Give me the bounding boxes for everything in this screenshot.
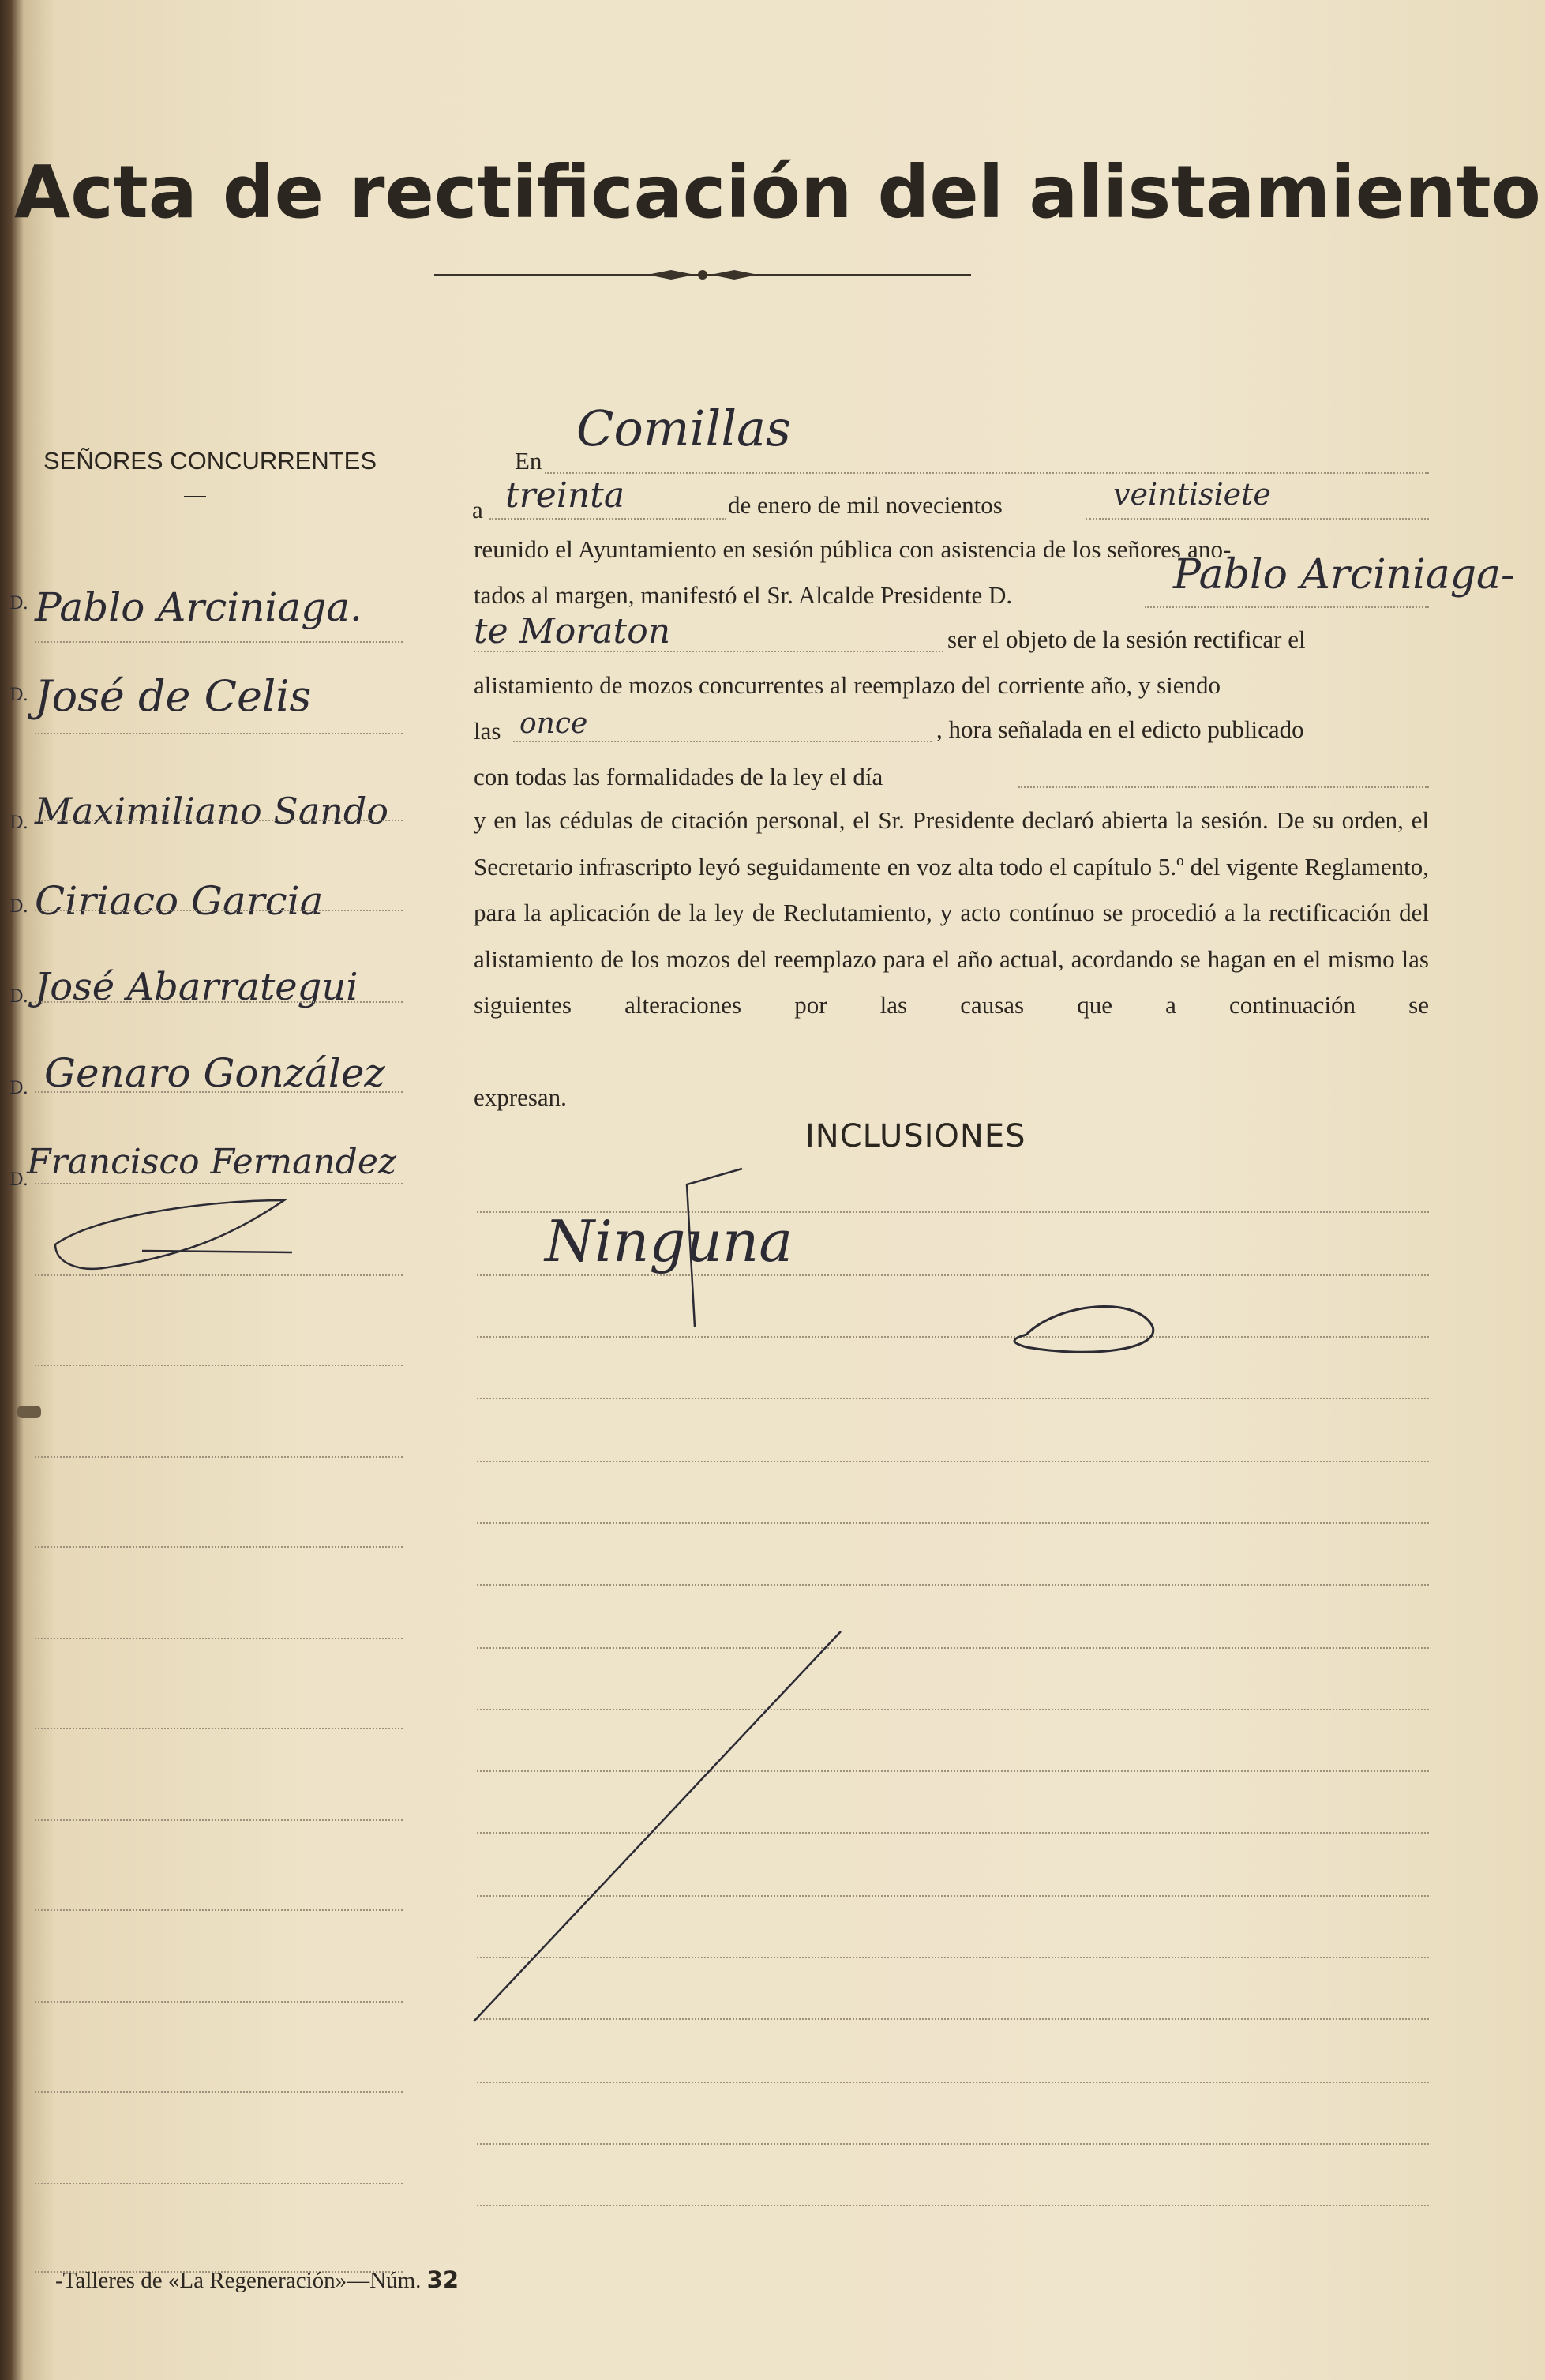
concurrente-4: Ciriaco Garcia xyxy=(35,878,324,924)
prefix-4: D. xyxy=(9,897,28,917)
body-last-line: expresan. xyxy=(474,1083,567,1111)
anio-value: veintisiete xyxy=(1113,477,1271,512)
line-alistamiento: alistamiento de mozos concurrentes al reemplazo del corriente año, y siendo xyxy=(474,671,1221,699)
en-label: En xyxy=(515,447,542,475)
line-hora-senalada: , hora señalada en el edicto publicado xyxy=(936,715,1304,743)
printer-footer xyxy=(55,2266,459,2294)
line-ser-el-objeto: ser el objeto de la sesión rectificar el xyxy=(947,625,1306,653)
concurrente-7: Francisco Fernandez xyxy=(27,1142,397,1182)
prefix-5: D. xyxy=(9,987,28,1007)
ninguna-end-loop xyxy=(1014,1307,1153,1353)
concurrente-5: José Abarrategui xyxy=(35,965,358,1009)
senores-concurrentes-heading: SEÑORES CONCURRENTES xyxy=(43,447,377,475)
footer-number: 32 xyxy=(426,2266,459,2293)
left-cancel-line xyxy=(142,1251,292,1252)
prefix-3: D. xyxy=(9,813,28,833)
concurrente-2: José de Celis xyxy=(35,671,312,721)
inclusiones-entry: Ninguna xyxy=(545,1208,793,1274)
ninguna-flourish xyxy=(687,1169,742,1327)
document-title: Acta de rectificación del alistamiento xyxy=(14,150,1541,235)
body-paragraph: y en las cédulas de citación personal, el Sr. Presidente declaró abierta la sesión. De su orden, el Secretario infrascripto leyó seguidamente en voz alta todo el capítulo 5.º del vigente Reglamento, para la aplicación de la ley de Reclutamiento, y acto contínuo se procedió a la rectificación del alistamiento de los mozos del reemplazo para el año actual, acordando se hagan en el mismo las siguientes alteraciones por las causas que a continuación se xyxy=(474,806,1429,1019)
line-tados: tados al margen, manifestó el Sr. Alcalde Presidente D. xyxy=(474,581,1013,609)
left-cancel-stroke xyxy=(55,1200,284,1269)
line-formalidades: con todas las formalidades de la ley el día xyxy=(474,763,883,790)
concurrente-3: Maximiliano Sando xyxy=(35,790,389,832)
presidente-value-a: Pablo Arciniaga- xyxy=(1173,551,1515,599)
hora-value: once xyxy=(519,708,588,740)
prefix-1: D. xyxy=(9,594,28,614)
inclusiones-heading: INCLUSIONES xyxy=(805,1118,1026,1154)
prefix-7: D. xyxy=(9,1170,28,1190)
fecha-text: de enero de mil novecientos xyxy=(728,491,1003,519)
prefix-6: D. xyxy=(9,1079,28,1098)
las-label: las xyxy=(474,717,501,745)
presidente-value-b: te Moraton xyxy=(474,611,671,651)
cancel-diagonal xyxy=(474,1631,841,2021)
concurrente-1: Pablo Arciniaga. xyxy=(35,584,362,630)
prefix-2: D. xyxy=(9,685,28,705)
dia-value: treinta xyxy=(505,475,625,516)
line-reunido: reunido el Ayuntamiento en sesión pública con asistencia de los señores ano- xyxy=(474,535,1232,563)
concurrente-6: Genaro González xyxy=(44,1050,385,1096)
a-label: a xyxy=(472,496,483,524)
municipio-value: Comillas xyxy=(576,400,791,457)
footer-text: -Talleres de «La Regeneración»—Núm. xyxy=(55,2268,422,2293)
